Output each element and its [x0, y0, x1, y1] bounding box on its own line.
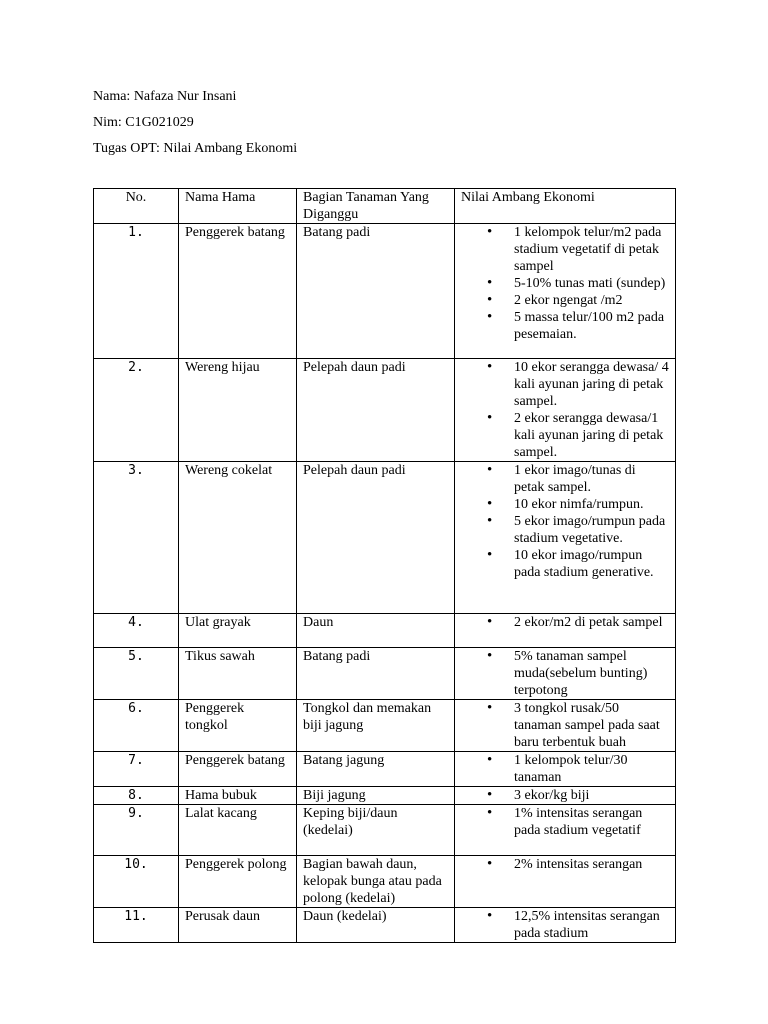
threshold-list: [461, 908, 669, 942]
threshold-cell: [455, 224, 676, 359]
row-number: 3.: [94, 462, 179, 614]
threshold-item: • 3 ekor/kg biji: [461, 787, 669, 804]
pest-name: Penggerek tongkol: [179, 700, 297, 752]
threshold-item: • 2 ekor serangga dewasa/1 kali ayunan jaring di petak sampel.: [461, 410, 669, 461]
threshold-item: • 5-10% tunas mati (sundep): [461, 275, 669, 292]
threshold-list: [461, 700, 669, 751]
threshold-cell: [455, 787, 676, 805]
plant-part: Keping biji/daun (kedelai): [297, 805, 455, 856]
threshold-list: [461, 787, 669, 804]
pest-name: Perusak daun: [179, 908, 297, 943]
plant-part: Tongkol dan memakan biji jagung: [297, 700, 455, 752]
threshold-list: [461, 856, 669, 873]
row-number: 1.: [94, 224, 179, 359]
threshold-cell: [455, 648, 676, 700]
plant-part: Batang padi: [297, 224, 455, 359]
threshold-cell: [455, 462, 676, 614]
table-row: [94, 359, 676, 462]
pest-name: Wereng hijau: [179, 359, 297, 462]
threshold-item: • 3 tongkol rusak/50 tanaman sampel pada saat baru terbentuk buah: [461, 700, 669, 751]
threshold-item: • 2 ekor ngengat /m2: [461, 292, 669, 309]
table-row: [94, 752, 676, 787]
row-number: 6.: [94, 700, 179, 752]
plant-part: Pelepah daun padi: [297, 462, 455, 614]
threshold-item: • 1 ekor imago/tunas di petak sampel.: [461, 462, 669, 496]
row-number: 9.: [94, 805, 179, 856]
threshold-item: • 2% intensitas serangan: [461, 856, 669, 873]
threshold-item: • 5 ekor imago/rumpun pada stadium vegetative.: [461, 513, 669, 547]
pest-name: Lalat kacang: [179, 805, 297, 856]
pest-name: Ulat grayak: [179, 614, 297, 648]
table-row: [94, 224, 676, 359]
threshold-list: [461, 614, 669, 631]
row-number: 10.: [94, 856, 179, 908]
table-header-row: [94, 189, 676, 224]
assignment-title: Tugas OPT: Nilai Ambang Ekonomi: [93, 141, 298, 156]
threshold-list: [461, 648, 669, 699]
threshold-cell: [455, 614, 676, 648]
threshold-item: • 10 ekor serangga dewasa/ 4 kali ayunan jaring di petak sampel.: [461, 359, 669, 410]
threshold-cell: [455, 805, 676, 856]
threshold-list: [461, 805, 669, 839]
threshold-item: • 5% tanaman sampel muda(sebelum bunting) terpotong: [461, 648, 669, 699]
threshold-cell: [455, 752, 676, 787]
student-nim: Nim: C1G021029: [93, 115, 194, 130]
table-row: [94, 856, 676, 908]
threshold-cell: [455, 856, 676, 908]
threshold-item: • 1% intensitas serangan pada stadium vegetatif: [461, 805, 669, 839]
row-number: 8.: [94, 787, 179, 805]
threshold-cell: [455, 700, 676, 752]
column-header-no: No.: [94, 189, 179, 224]
threshold-item: • 2 ekor/m2 di petak sampel: [461, 614, 669, 631]
threshold-item: • 10 ekor imago/rumpun pada stadium generative.: [461, 547, 669, 581]
threshold-item: • 10 ekor nimfa/rumpun.: [461, 496, 669, 513]
threshold-list: [461, 224, 669, 343]
table-row: [94, 648, 676, 700]
threshold-list: [461, 462, 669, 581]
threshold-cell: [455, 359, 676, 462]
pest-name: Penggerek batang: [179, 224, 297, 359]
row-number: 7.: [94, 752, 179, 787]
pest-name: Tikus sawah: [179, 648, 297, 700]
plant-part: Batang padi: [297, 648, 455, 700]
plant-part: Biji jagung: [297, 787, 455, 805]
threshold-item: • 12,5% intensitas serangan pada stadium: [461, 908, 669, 942]
pest-name: Penggerek batang: [179, 752, 297, 787]
row-number: 11.: [94, 908, 179, 943]
nae-table: [93, 188, 676, 943]
plant-part: Daun (kedelai): [297, 908, 455, 943]
table-row: [94, 805, 676, 856]
column-header-nama-hama: Nama Hama: [179, 189, 297, 224]
column-header-nilai-ambang: Nilai Ambang Ekonomi: [455, 189, 676, 224]
column-header-bagian-tanaman: Bagian Tanaman Yang Diganggu: [297, 189, 455, 224]
table-row: [94, 700, 676, 752]
plant-part: Bagian bawah daun, kelopak bunga atau pada polong (kedelai): [297, 856, 455, 908]
table-row: [94, 787, 676, 805]
pest-name: Hama bubuk: [179, 787, 297, 805]
threshold-list: [461, 359, 669, 461]
threshold-item: • 1 kelompok telur/30 tanaman: [461, 752, 669, 786]
plant-part: Daun: [297, 614, 455, 648]
threshold-list: [461, 752, 669, 786]
pest-name: Penggerek polong: [179, 856, 297, 908]
table-row: [94, 908, 676, 943]
plant-part: Pelepah daun padi: [297, 359, 455, 462]
pest-name: Wereng cokelat: [179, 462, 297, 614]
row-number: 2.: [94, 359, 179, 462]
row-number: 5.: [94, 648, 179, 700]
table-row: [94, 614, 676, 648]
table-row: [94, 462, 676, 614]
row-number: 4.: [94, 614, 179, 648]
threshold-item: • 1 kelompok telur/m2 pada stadium vegetatif di petak sampel: [461, 224, 669, 275]
plant-part: Batang jagung: [297, 752, 455, 787]
threshold-item: • 5 massa telur/100 m2 pada pesemaian.: [461, 309, 669, 343]
student-name: Nama: Nafaza Nur Insani: [93, 89, 237, 104]
threshold-cell: [455, 908, 676, 943]
